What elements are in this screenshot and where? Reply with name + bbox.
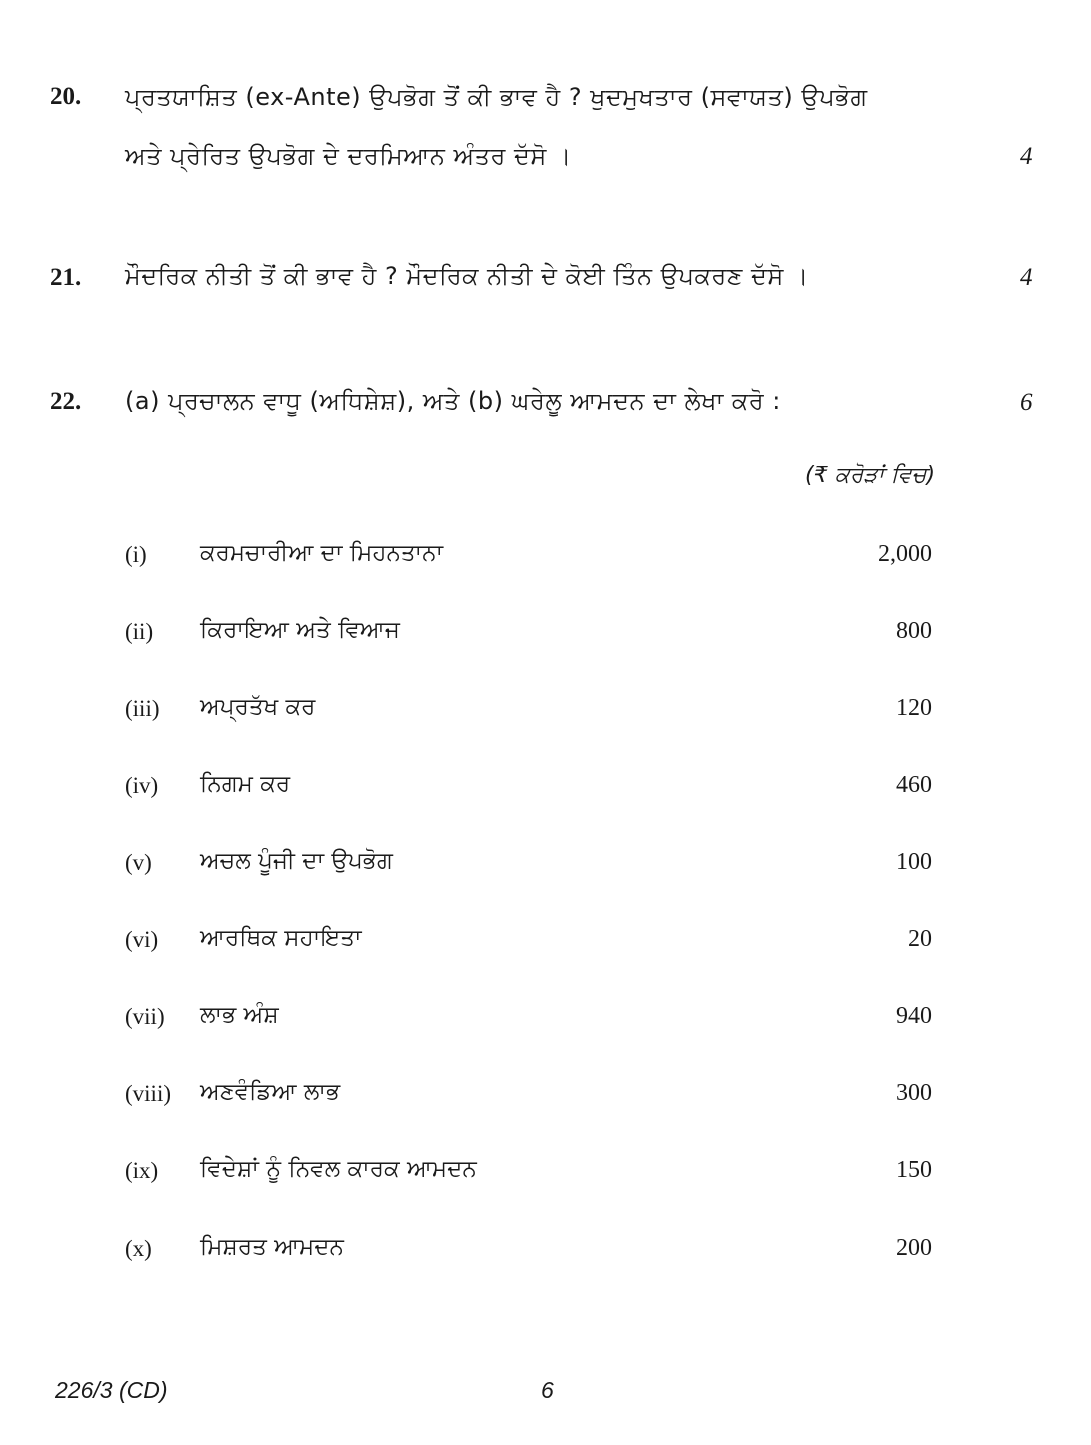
unit-label: (₹ ਕਰੋੜਾਂ ਵਿਚ) <box>805 463 936 488</box>
item-number: (v) <box>125 850 152 875</box>
item-number: (vii) <box>125 1004 165 1029</box>
item-value: 800 <box>896 618 932 644</box>
question-number: 20. <box>50 83 82 110</box>
item-label: ਅਣਵੰਡਿਆ ਲਾਭ <box>200 1079 341 1105</box>
question-number: 21. <box>50 264 82 291</box>
item-label: ਅਪ੍ਰਤੱਖ ਕਰ <box>200 694 316 720</box>
item-number: (ix) <box>125 1158 159 1183</box>
question-marks: 4 <box>1020 264 1033 291</box>
question-text-line: ਅਤੇ ਪ੍ਰੇਰਿਤ ਉਪਭੋਗ ਦੇ ਦਰਮਿਆਨ ਅੰਤਰ ਦੱਸੋ । <box>125 142 572 170</box>
item-value: 940 <box>896 1003 932 1029</box>
item-value: 120 <box>896 695 932 721</box>
question-marks: 6 <box>1020 389 1033 416</box>
item-number: (vi) <box>125 927 159 952</box>
item-label: ਕਰਮਚਾਰੀਆ ਦਾ ਮਿਹਨਤਾਨਾ <box>200 540 444 566</box>
question-text-line: ਪ੍ਰਤਯਾਸ਼ਿਤ (ex-Ante) ਉਪਭੋਗ ਤੋਂ ਕੀ ਭਾਵ ਹੈ ? ਖੁਦਮੁਖਤਾਰ (ਸਵਾਯਤ) ਉਪਭੋਗ <box>125 83 868 111</box>
item-value: 200 <box>896 1235 932 1261</box>
item-number: (x) <box>125 1236 152 1261</box>
item-label: ਕਿਰਾਇਆ ਅਤੇ ਵਿਆਜ <box>200 617 400 643</box>
item-value: 100 <box>896 849 932 875</box>
question-marks: 4 <box>1020 143 1033 170</box>
item-value: 460 <box>896 772 932 798</box>
item-label: ਅਚਲ ਪੂੰਜੀ ਦਾ ਉਪਭੋਗ <box>200 848 393 874</box>
item-value: 300 <box>896 1080 932 1106</box>
question-text-line: (a) ਪ੍ਰਚਾਲਨ ਵਾਧੂ (ਅਧਿਸ਼ੇਸ਼), ਅਤੇ (b) ਘਰੇਲੂ ਆਮਦਨ ਦਾ ਲੇਖਾ ਕਰੋ : <box>125 387 781 415</box>
question-text-line: ਮੌਦਰਿਕ ਨੀਤੀ ਤੋਂ ਕੀ ਭਾਵ ਹੈ ? ਮੌਦਰਿਕ ਨੀਤੀ ਦੇ ਕੋਈ ਤਿੰਨ ਉਪਕਰਣ ਦੱਸੋ । <box>125 262 809 290</box>
item-value: 20 <box>908 926 932 952</box>
item-value: 2,000 <box>878 541 932 567</box>
item-label: ਆਰਥਿਕ ਸਹਾਇਤਾ <box>200 925 362 951</box>
item-value: 150 <box>896 1157 932 1183</box>
item-label: ਲਾਭ ਅੰਸ਼ <box>200 1002 279 1028</box>
item-label: ਵਿਦੇਸ਼ਾਂ ਨੂੰ ਨਿਵਲ ਕਾਰਕ ਆਮਦਨ <box>200 1156 477 1182</box>
page-number: 6 <box>541 1377 554 1403</box>
item-number: (iv) <box>125 773 159 798</box>
item-number: (viii) <box>125 1081 171 1106</box>
paper-code: 226/3 (CD) <box>55 1377 168 1403</box>
item-number: (i) <box>125 542 147 567</box>
item-label: ਮਿਸ਼ਰਤ ਆਮਦਨ <box>200 1234 344 1260</box>
question-number: 22. <box>50 388 82 415</box>
item-label: ਨਿਗਮ ਕਰ <box>200 771 291 797</box>
item-number: (iii) <box>125 696 160 721</box>
item-number: (ii) <box>125 619 154 644</box>
